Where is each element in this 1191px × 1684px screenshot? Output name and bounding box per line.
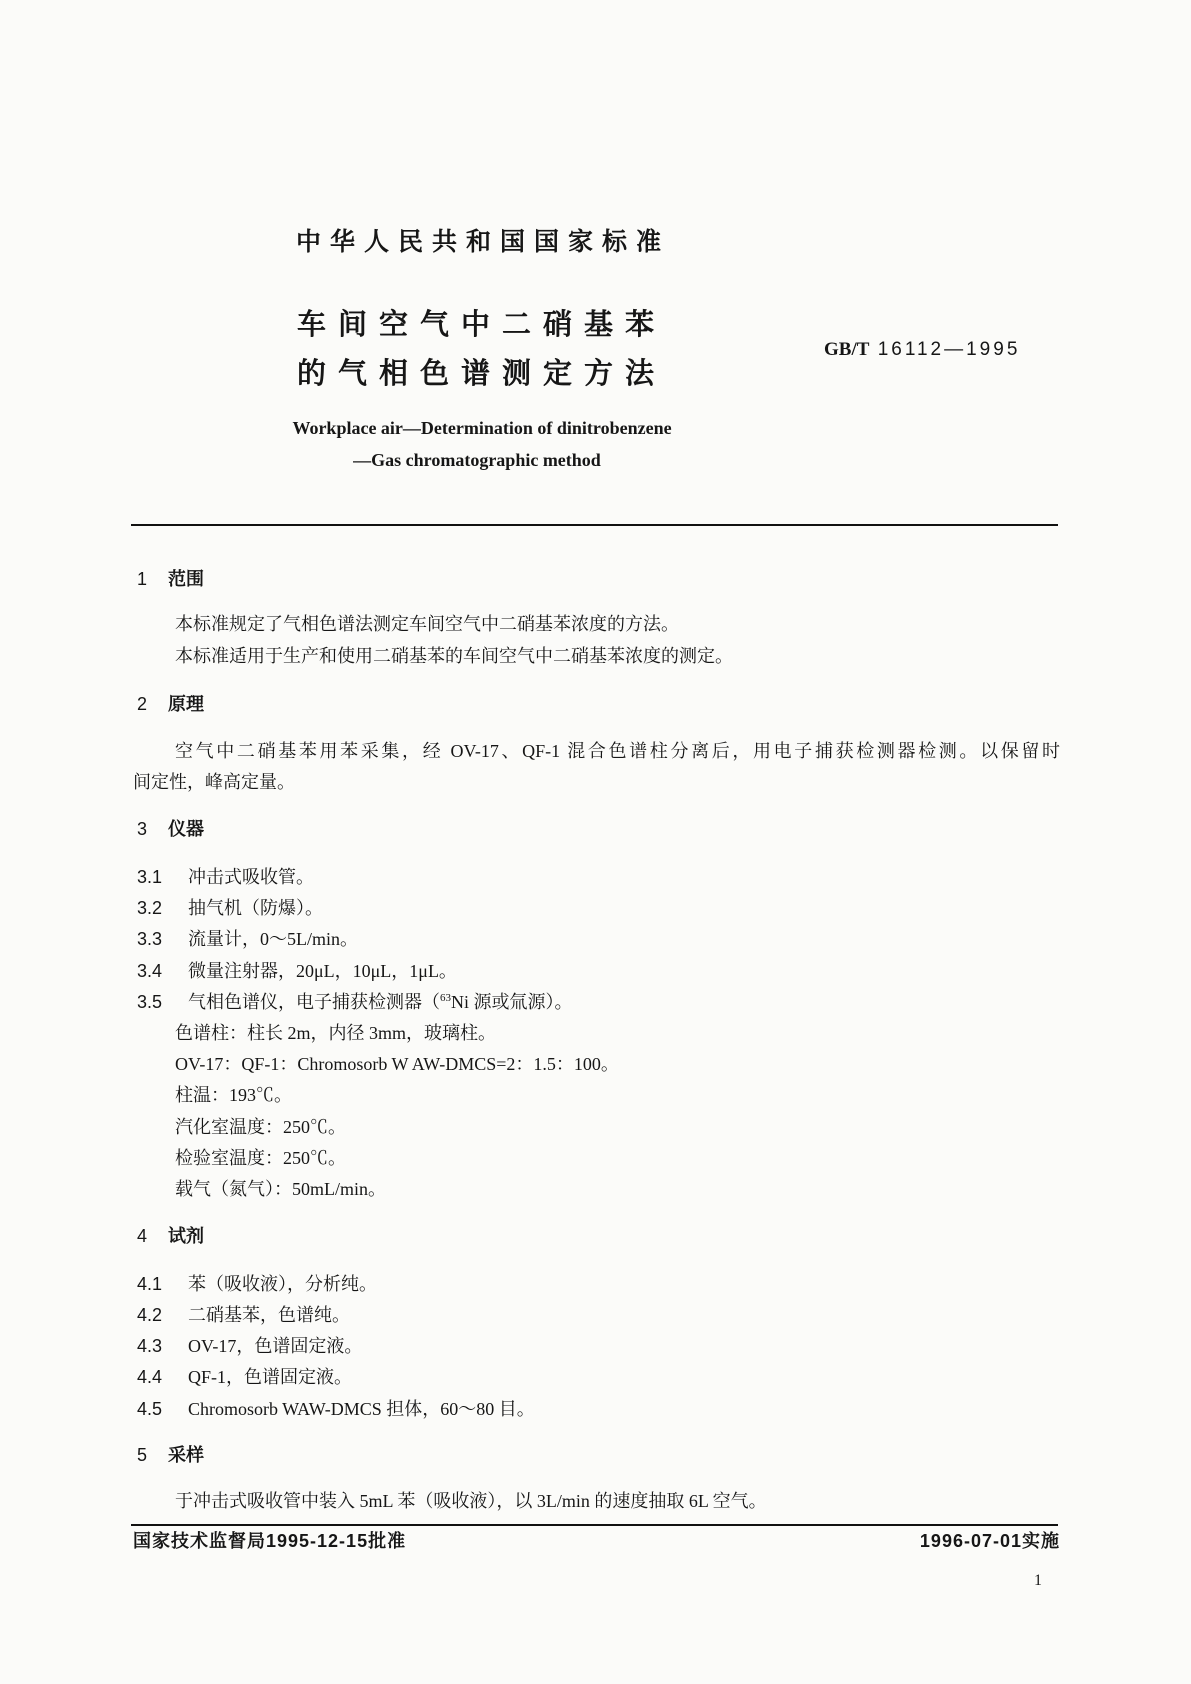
section-number: 2 (137, 694, 148, 714)
paragraph-line: 空气中二硝基苯用苯采集，经 OV-17、QF-1 混合色谱柱分离后，用电子捕获检测器检测。以保留时 (175, 741, 1060, 761)
section-heading-reagents (137, 1225, 204, 1247)
item-text: Ni 源或氚源）。 (451, 992, 573, 1012)
page-number: 1 (1034, 1572, 1042, 1589)
item-number: 3.5 (137, 992, 163, 1012)
item-text: 抽气机（防爆）。 (188, 898, 323, 918)
section-title: 原理 (168, 694, 204, 714)
paragraph-line: 间定性，峰高定量。 (133, 772, 295, 792)
section-number: 4 (137, 1226, 148, 1246)
section-number: 5 (137, 1445, 148, 1465)
section-title: 试剂 (168, 1226, 204, 1246)
standard-code-number: 16112—1995 (877, 339, 1021, 360)
list-item (137, 866, 314, 888)
section-number: 3 (137, 819, 148, 839)
item-number: 4.4 (137, 1367, 163, 1387)
detail-line: 柱温：193℃。 (175, 1085, 292, 1105)
detail-line: 检验室温度：250℃。 (175, 1148, 346, 1168)
item-number: 3.1 (137, 867, 163, 887)
section-heading-sampling (137, 1444, 204, 1466)
item-number: 3.3 (137, 929, 163, 949)
item-text: OV-17，色谱固定液。 (188, 1336, 363, 1356)
item-text: 二硝基苯，色谱纯。 (188, 1305, 350, 1325)
item-number: 3.4 (137, 961, 163, 981)
item-number: 4.2 (137, 1305, 163, 1325)
item-text: 微量注射器，20μL，10μL，1μL。 (188, 961, 457, 981)
implementation-date: 1996-07-01实施 (919, 1531, 1060, 1551)
section-heading-principle (137, 693, 204, 715)
isotope-superscript: 63 (440, 992, 451, 1004)
approval-date: 国家技术监督局1995-12-15批准 (133, 1531, 407, 1551)
item-text: QF-1，色谱固定液。 (188, 1367, 353, 1387)
item-text: Chromosorb WAW-DMCS 担体，60～80 目。 (188, 1399, 535, 1419)
title-line-2: 的气相色谱测定方法 (297, 358, 667, 390)
detail-line: 汽化室温度：250℃。 (175, 1117, 346, 1137)
paragraph: 本标准适用于生产和使用二硝基苯的车间空气中二硝基苯浓度的测定。 (175, 646, 733, 666)
standard-code-prefix: GB/T (824, 339, 870, 360)
section-title: 范围 (168, 569, 204, 589)
list-item (137, 928, 358, 950)
item-number: 4.5 (137, 1399, 163, 1419)
item-number: 4.1 (137, 1274, 163, 1294)
section-title: 仪器 (168, 819, 204, 839)
standard-code (824, 339, 1020, 361)
list-item (137, 991, 573, 1013)
title-line-1: 车间空气中二硝基苯 (297, 309, 667, 341)
footer-divider (131, 1524, 1058, 1526)
paragraph: 于冲击式吸收管中装入 5mL 苯（吸收液），以 3L/min 的速度抽取 6L 空气。 (175, 1491, 767, 1511)
paragraph: 本标准规定了气相色谱法测定车间空气中二硝基苯浓度的方法。 (175, 614, 679, 634)
item-text: 气相色谱仪，电子捕获检测器（ (188, 992, 440, 1012)
detail-line: 色谱柱：柱长 2m，内径 3mm，玻璃柱。 (175, 1023, 497, 1043)
section-title: 采样 (168, 1445, 204, 1465)
standard-type-heading: 中华人民共和国国家标准 (296, 228, 671, 256)
list-item (137, 960, 457, 982)
item-number: 3.2 (137, 898, 163, 918)
item-number: 4.3 (137, 1336, 163, 1356)
list-item (137, 1398, 535, 1420)
list-item (137, 1304, 350, 1326)
detail-line: 载气（氮气）：50mL/min。 (175, 1179, 386, 1199)
item-text: 冲击式吸收管。 (188, 867, 314, 887)
list-item (137, 1366, 352, 1388)
list-item (137, 1335, 362, 1357)
header-divider (131, 524, 1058, 526)
item-text: 流量计，0～5L/min。 (188, 929, 358, 949)
section-heading-scope (137, 568, 204, 590)
section-number: 1 (137, 569, 148, 589)
list-item (137, 1273, 377, 1295)
english-title-line-2: —Gas chromatographic method (353, 450, 601, 470)
item-text: 苯（吸收液），分析纯。 (188, 1274, 377, 1294)
detail-line: OV-17：QF-1：Chromosorb W AW-DMCS=2：1.5：100。 (175, 1054, 619, 1074)
english-title-line-1: Workplace air—Determination of dinitrobenzene (292, 418, 672, 438)
section-heading-apparatus (137, 818, 204, 840)
list-item (137, 897, 323, 919)
